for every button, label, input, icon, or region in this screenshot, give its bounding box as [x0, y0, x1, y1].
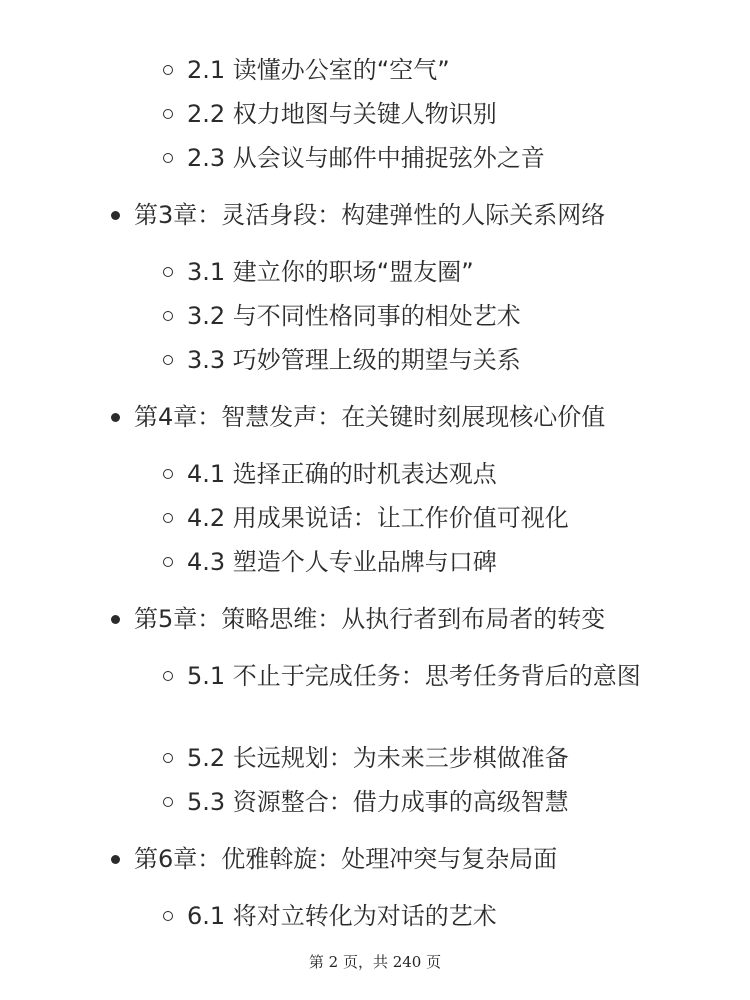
- circle-bullet-icon: [163, 671, 173, 681]
- circle-bullet-icon: [163, 355, 173, 365]
- toc-section-label: 3.3 巧妙管理上级的期望与关系: [187, 346, 521, 374]
- circle-bullet-icon: [163, 513, 173, 523]
- disc-bullet-icon: [111, 615, 120, 624]
- disc-bullet-icon: [111, 413, 120, 422]
- toc-section-label: 5.2 长远规划：为未来三步棋做准备: [187, 744, 569, 772]
- toc-chapter-label: 第5章：策略思维：从执行者到布局者的转变: [134, 605, 606, 633]
- toc-section-label: 4.3 塑造个人专业品牌与口碑: [187, 548, 497, 576]
- disc-bullet-icon: [111, 855, 120, 864]
- toc-section-label: 3.2 与不同性格同事的相处艺术: [187, 302, 521, 330]
- toc-chapter-label: 第6章：优雅斡旋：处理冲突与复杂局面: [134, 845, 558, 873]
- circle-bullet-icon: [163, 109, 173, 119]
- circle-bullet-icon: [163, 797, 173, 807]
- toc-section-label: 4.2 用成果说话：让工作价值可视化: [187, 504, 569, 532]
- circle-bullet-icon: [163, 557, 173, 567]
- disc-bullet-icon: [111, 211, 120, 220]
- circle-bullet-icon: [163, 753, 173, 763]
- toc-section-label: 5.3 资源整合：借力成事的高级智慧: [187, 788, 569, 816]
- toc-section-label: 4.1 选择正确的时机表达观点: [187, 460, 497, 488]
- toc-section-label: 2.1 读懂办公室的“空气”: [187, 56, 450, 84]
- toc-section-label: 3.1 建立你的职场“盟友圈”: [187, 258, 474, 286]
- toc-chapter-label: 第4章：智慧发声：在关键时刻展现核心价值: [134, 403, 606, 431]
- toc-section-label: 5.1 不止于完成任务：思考任务背后的意图: [187, 662, 641, 690]
- circle-bullet-icon: [163, 267, 173, 277]
- toc-section-label: 2.2 权力地图与关键人物识别: [187, 100, 497, 128]
- toc-chapter-label: 第3章：灵活身段：构建弹性的人际关系网络: [134, 201, 606, 229]
- page-number: 第 2 页，共 240 页: [308, 953, 442, 971]
- circle-bullet-icon: [163, 469, 173, 479]
- circle-bullet-icon: [163, 311, 173, 321]
- circle-bullet-icon: [163, 153, 173, 163]
- circle-bullet-icon: [163, 65, 173, 75]
- toc-section-label: 6.1 将对立转化为对话的艺术: [187, 902, 497, 930]
- toc-section-label: 2.3 从会议与邮件中捕捉弦外之音: [187, 144, 545, 172]
- circle-bullet-icon: [163, 911, 173, 921]
